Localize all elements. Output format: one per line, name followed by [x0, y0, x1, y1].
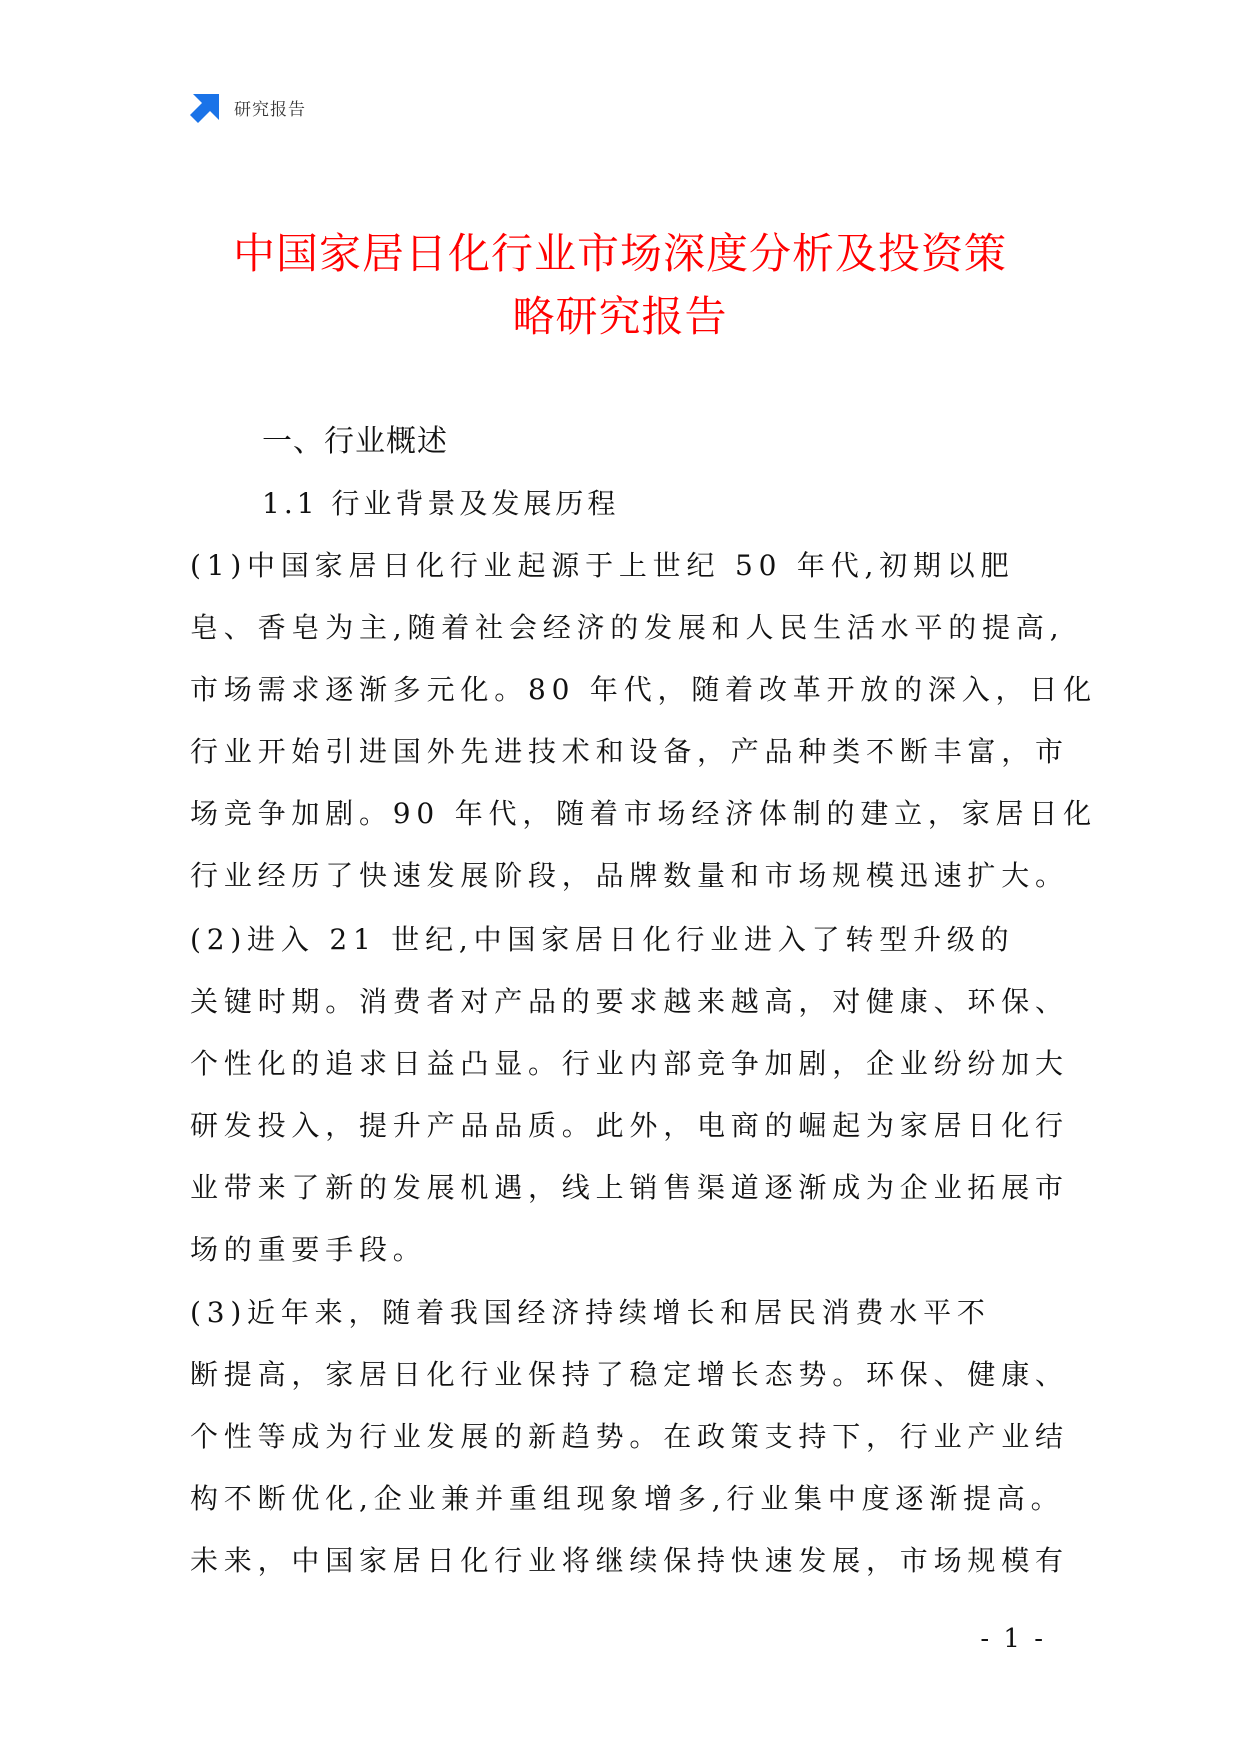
header-label: 研究报告 [234, 99, 306, 120]
section-heading: 一、行业概述 [262, 424, 448, 459]
document-header [190, 90, 306, 124]
paragraph-line: 业带来了新的发展机遇，线上销售渠道逐渐成为企业拓展市 [190, 1171, 1069, 1204]
arrow-up-right-icon [190, 91, 222, 123]
title-line-1: 中国家居日化行业市场深度分析及投资策 [232, 229, 1007, 278]
paragraph-line: 场竞争加剧。90 年代，随着市场经济体制的建立，家居日化 [190, 797, 1097, 830]
paragraph-line: (1)中国家居日化行业起源于上世纪 50 年代,初期以肥 [190, 549, 1015, 582]
paragraph-line: (3)近年来，随着我国经济持续增长和居民消费水平不 [190, 1296, 991, 1329]
paragraph-line: 未来，中国家居日化行业将继续保持快速发展，市场规模有 [190, 1544, 1069, 1577]
paragraph-line: 皂、香皂为主,随着社会经济的发展和人民生活水平的提高, [190, 611, 1065, 644]
paragraph-line: 个性等成为行业发展的新趋势。在政策支持下，行业产业结 [190, 1420, 1069, 1453]
page-number: - 1 - [980, 1624, 1046, 1654]
paragraph-line: 场的重要手段。 [190, 1233, 427, 1266]
paragraph-line: 断提高，家居日化行业保持了稳定增长态势。环保、健康、 [190, 1358, 1069, 1391]
paragraph-1 [190, 535, 1097, 907]
document-title [150, 222, 1090, 348]
paragraph-line: 研发投入，提升产品品质。此外，电商的崛起为家居日化行 [190, 1109, 1069, 1142]
paragraph-line: 关键时期。消费者对产品的要求越来越高，对健康、环保、 [190, 985, 1069, 1018]
paragraph-3 [190, 1282, 1069, 1592]
paragraph-line: 行业开始引进国外先进技术和设备，产品种类不断丰富，市 [190, 735, 1069, 768]
paragraph-line: 市场需求逐渐多元化。80 年代，随着改革开放的深入，日化 [190, 673, 1097, 706]
title-line-2: 略研究报告 [512, 292, 728, 341]
subsection-heading: 1.1 行业背景及发展历程 [262, 487, 620, 520]
paragraph-line: (2)进入 21 世纪,中国家居日化行业进入了转型升级的 [190, 923, 1015, 956]
paragraph-line: 个性化的追求日益凸显。行业内部竞争加剧，企业纷纷加大 [190, 1047, 1069, 1080]
paragraph-line: 构不断优化,企业兼并重组现象增多,行业集中度逐渐提高。 [190, 1482, 1065, 1515]
paragraph-line: 行业经历了快速发展阶段，品牌数量和市场规模迅速扩大。 [190, 859, 1069, 892]
paragraph-2 [190, 909, 1069, 1281]
